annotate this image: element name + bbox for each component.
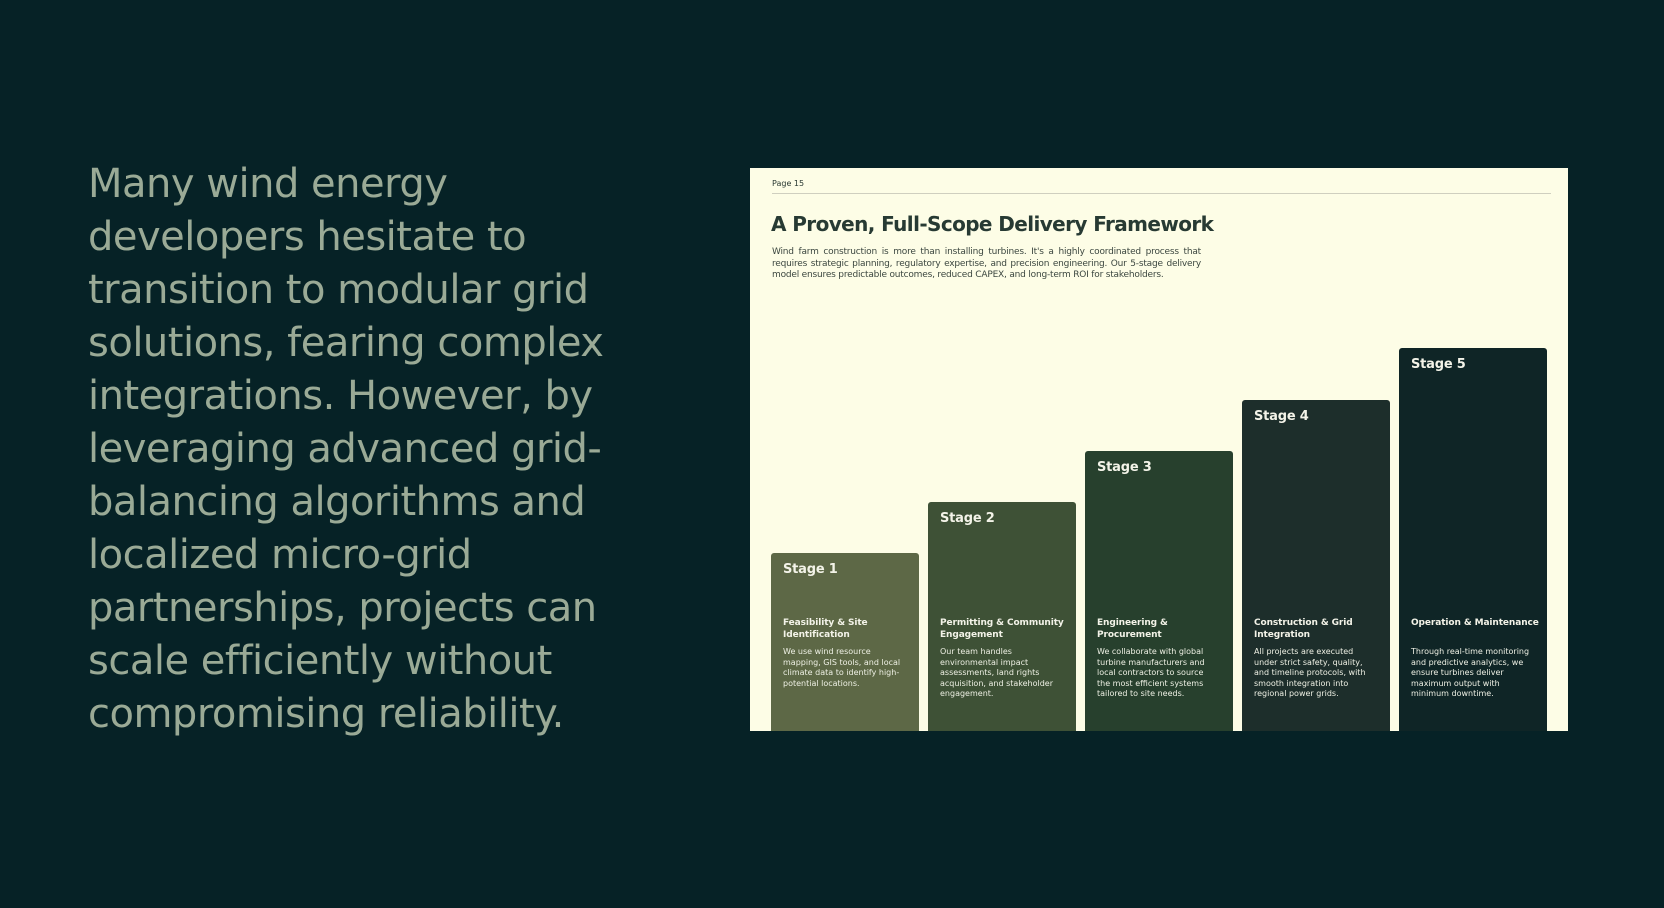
stage-heading: Feasibility & Site Identification [783,618,868,640]
document-intro: Wind farm construction is more than installing turbines. It's a highly coordinated process that requires strategic planning, regulatory expertise, and precision engineering. Our 5-stage delivery model ensures predictable outcomes, reduced CAPEX, and long-term ROI for stakeholders. [772,247,1201,281]
stage-description: We use wind resource mapping, GIS tools, and local climate data to identify high-potential locations. [783,647,901,688]
stage-card-1 [771,553,919,731]
stage-card-5 [1399,348,1547,731]
stage-card-2 [928,502,1076,731]
page-number: Page 15 [772,179,805,188]
stage-name: Stage 1 [783,562,838,577]
stage-name: Stage 2 [940,511,995,526]
document-page-preview [750,168,1568,731]
stage-name: Stage 4 [1254,409,1309,424]
stage-steps [750,168,1568,731]
stage-description: Our team handles environmental impact assessments, land rights acquisition, and stakeholder engagement. [940,647,1054,698]
document-title: A Proven, Full-Scope Delivery Framework [771,212,1214,236]
stage-heading: Construction & Grid Integration [1254,618,1353,640]
stage-description: Through real-time monitoring and predictive analytics, we ensure turbines deliver maximum output with minimum downtime. [1411,647,1530,698]
stage-description: We collaborate with global turbine manufacturers and local contractors to source the most efficient systems tailored to site needs. [1097,647,1205,698]
stage-card-3 [1085,451,1233,731]
stage-name: Stage 5 [1411,357,1466,372]
stage-description: All projects are executed under strict safety, quality, and timeline protocols, with smooth integration into regional power grids. [1254,647,1366,698]
stage-heading: Engineering & Procurement [1097,618,1168,640]
stage-name: Stage 3 [1097,460,1152,475]
intro-paragraph: Many wind energy developers hesitate to transition to modular grid solutions, fearing complex integrations. However, by leveraging advanced grid-balancing algorithms and localized micro-grid partnerships, projects can scale efficiently without compromising reliability. [88,161,604,737]
stage-card-4 [1242,400,1390,731]
stage-heading: Operation & Maintenance [1411,618,1539,628]
stage-heading: Permitting & Community Engagement [940,618,1064,640]
